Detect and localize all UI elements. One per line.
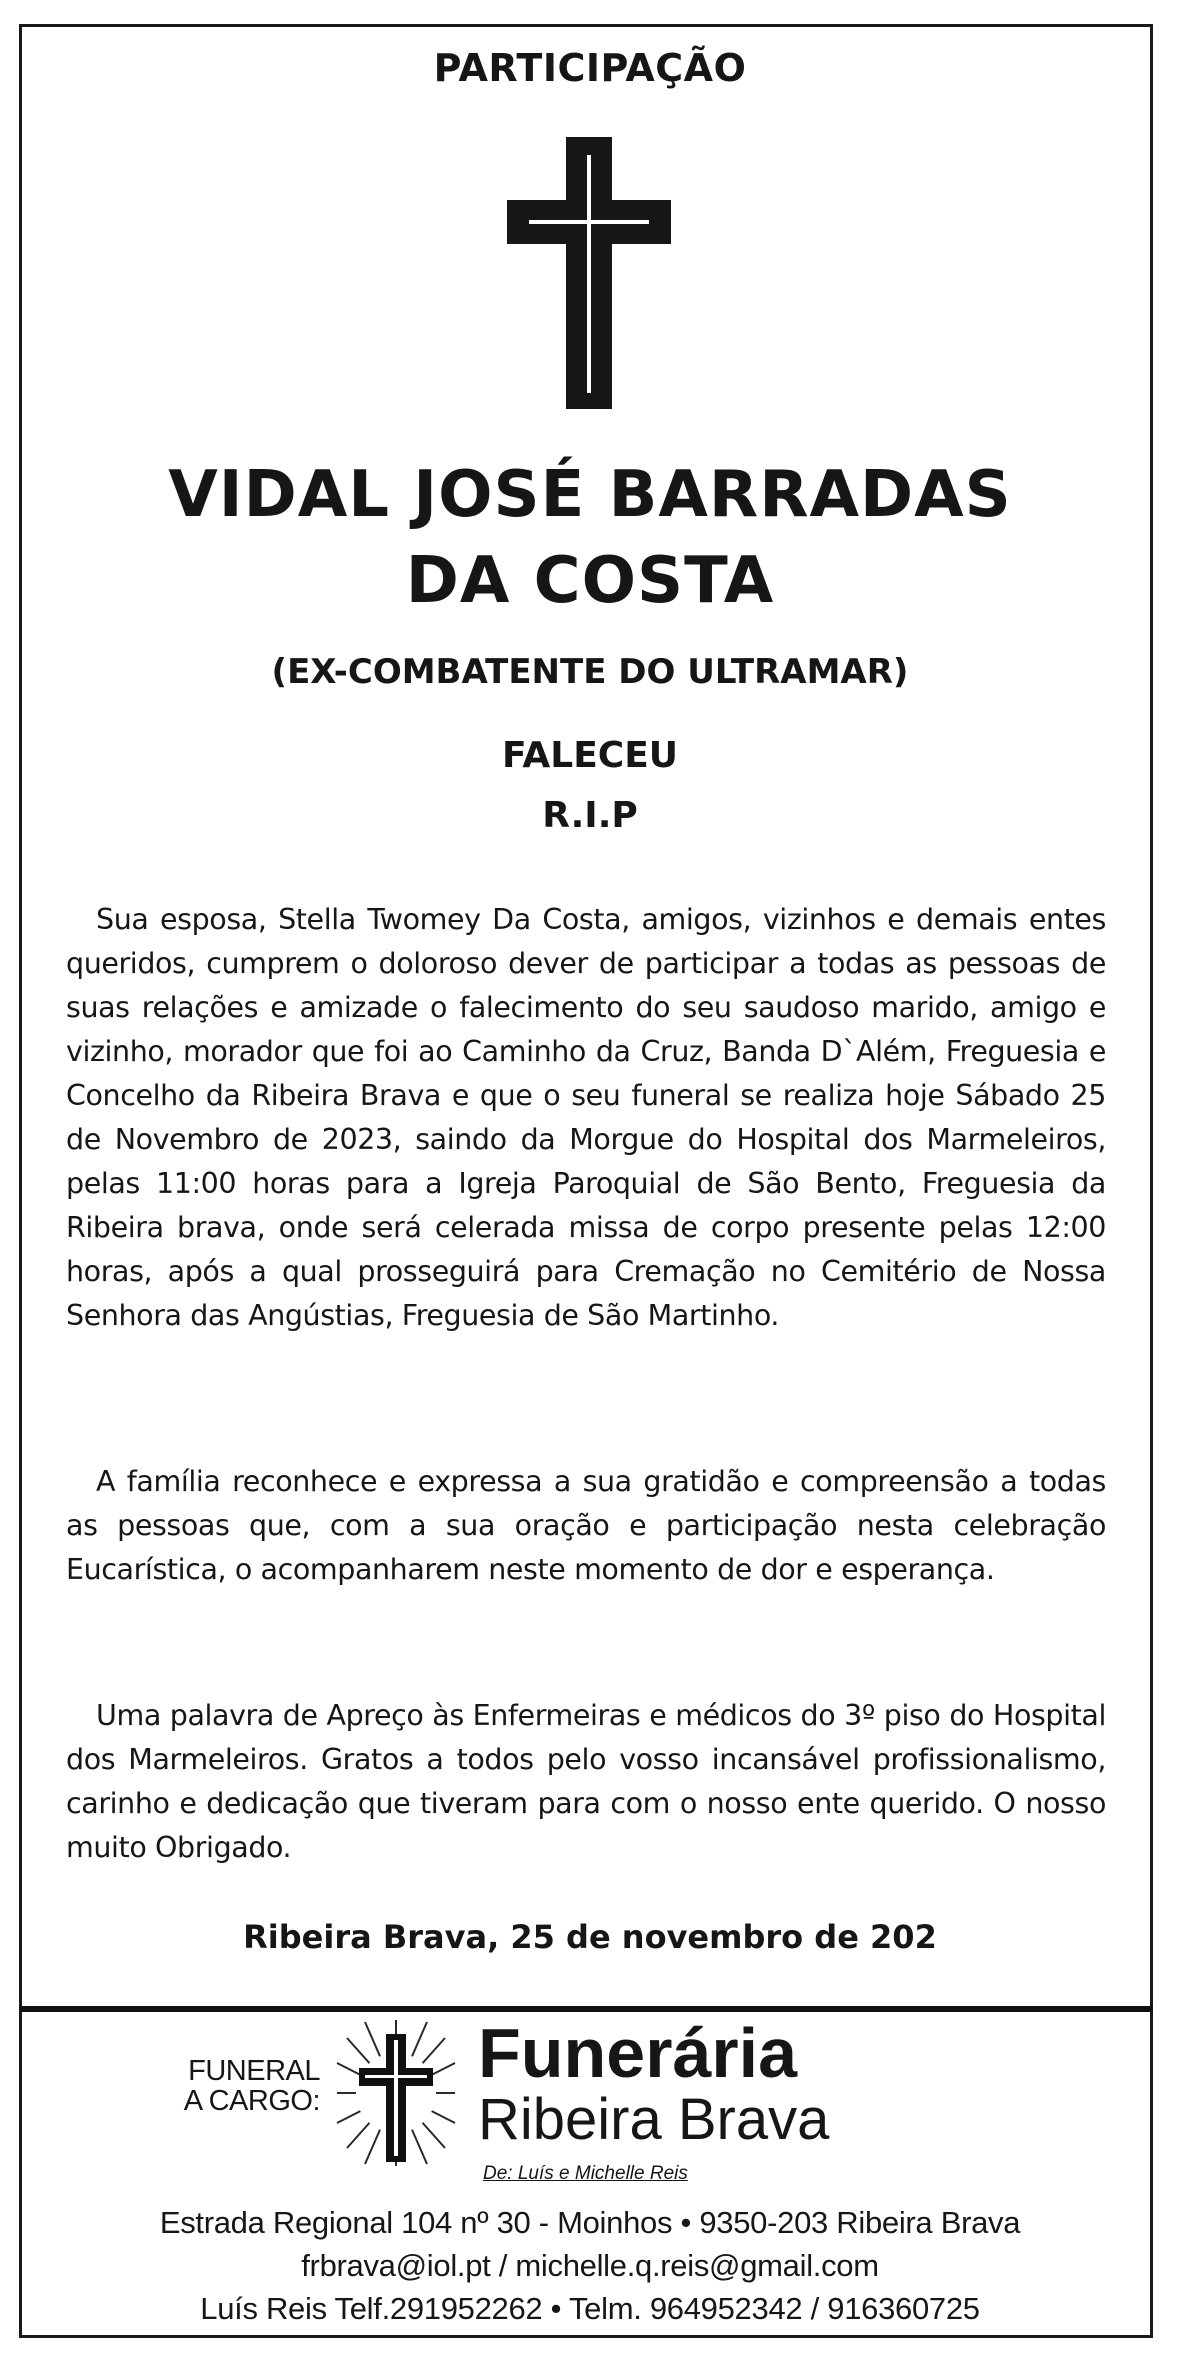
announcement-paragraph: Sua esposa, Stella Twomey Da Costa, amigos, vizinhos e demais entes queridos, cumprem o doloroso dever de participar a todas as pessoas de suas relações e amizade o falecimento do seu saudoso marido, amigo e vizinho, morador que foi ao Caminho da Cruz, Banda D`Além, Freguesia e Concelho da Ribeira Brava e que o seu funeral se realiza hoje Sábado 25 de Novembro de 2023, saindo da Morgue do Hospital dos Marmeleiros, pelas 11:00 horas para a Igreja Paroquial de São Bento, Freguesia da Ribeira brava, onde será celerada missa de corpo presente pelas 12:00 horas, após a qual prosseguirá para Cremação no Cemitério de Nossa Senhora das Angústias, Freguesia de São Martinho.: [66, 903, 1106, 1332]
gratitude-paragraph: A família reconhece e expressa a sua gratidão e compreensão a todas as pessoas que, com a sua oração e participação nesta celebração Eucarística, o acompanharem neste momento de dor e esperança.: [66, 1465, 1106, 1586]
deceased-name-line2: DA COSTA: [405, 544, 775, 618]
death-status: FALECEU: [501, 735, 679, 776]
deceased-name-line1: VIDAL JOSÉ BARRADAS: [168, 458, 1012, 532]
funeral-home-location: Ribeira Brava: [478, 2087, 830, 2152]
phone-line: Luís Reis Telf.291952262 • Telm. 964952342 / 916360725: [200, 2291, 980, 2326]
appreciation-paragraph: Uma palavra de Apreço às Enfermeiras e médicos do 3º piso do Hospital dos Marmeleiros. Gratos a todos pelo vosso incansável profissionalismo, carinho e dedicação que tiveram para com o nosso ente querido. O nosso muito Obrigado.: [66, 1699, 1106, 1864]
funeral-home-name: Funerária: [478, 2014, 797, 2092]
notice-header: PARTICIPAÇÃO: [433, 46, 747, 90]
deceased-subtitle: (EX-COMBATENTE DO ULTRAMAR): [271, 652, 909, 692]
email-line: frbrava@iol.pt / michelle.q.reis@gmail.com: [301, 2248, 879, 2283]
dateline: Ribeira Brava, 25 de novembro de 202: [243, 1918, 937, 1956]
cargo-line1: FUNERAL: [188, 2055, 320, 2087]
funeral-home-owners: De: Luís e Michelle Reis: [483, 2163, 688, 2184]
cross-emblem-icon: [335, 2018, 457, 2168]
address-line: Estrada Regional 104 nº 30 - Moinhos • 9350-203 Ribeira Brava: [159, 2205, 1021, 2240]
cargo-line2: A CARGO:: [183, 2085, 320, 2117]
deceased-name: [0, 452, 1180, 624]
funeral-in-charge-label: [170, 2056, 320, 2116]
rip-text: R.I.P: [542, 795, 638, 836]
footer-divider: [19, 2006, 1153, 2012]
cross-icon: [507, 137, 671, 409]
